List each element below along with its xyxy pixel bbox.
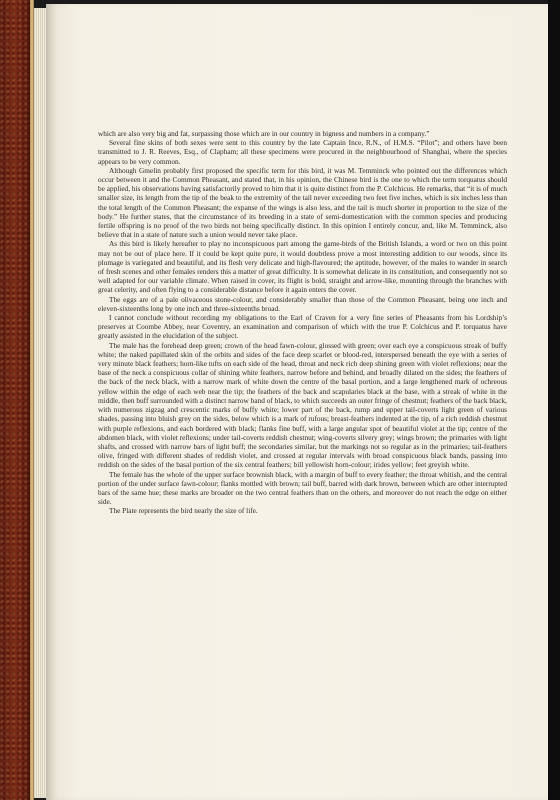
page-stack-edges: [34, 8, 46, 798]
paragraph: The eggs are of a pale olivaceous stone-colour, and considerably smaller than those of the Common Pheasant, being one inch and eleven-sixteenths long by one inch and three-sixteenths broad.: [98, 294, 507, 313]
paragraph: which are also very big and fat, surpassing those which are in our country in bigness and numbers in a company.”: [98, 129, 430, 138]
paragraph: The male has the forehead deep green; crown of the head fawn-colour, glossed with green; over each eye a conspicuous streak of buffy white; the naked papillated skin of the orbits and sides of the face deep scarlet or blood-red, interspersed beneath the eye with a series of very minute black feathers; horn-like tufts on each side of the head, throat and neck rich deep shining green with violet reflexions; near the base of the neck a conspicuous collar of shining white feathers, narrow before and behind, and broadly dilated on the sides; the feathers of the back of the neck black, with a narrow mark of white down the centre of the basal portion, and a large lengthened mark of ochreous yellow within the edge of each web near the tip; the feathers of the back and scapularies black at the base, with a streak of white in the middle, then buff surrounded with a distinct narrow band of black, to which succeeds an outer fringe of chestnut; feathers of the back black, with numerous zigzag and crescentic marks of buffy white; lower part of the back, rump and upper tail-coverts light green of various shades, passing into bluish grey on the sides, below which is a mark of rufous; breast-feathers indented at the tip, of a rich reddish chestnut with purple reflexions, and each bordered with black; flanks fine buff, with a large angular spot of beautiful violet at the tip; centre of the abdomen black, with violet reflexions; under tail-coverts reddish chestnut; wing-coverts silvery grey; wings brown; the primaries with light shafts, and crossed with narrow bars of light buff; the secondaries similar, but the markings not so regular as in the primaries; tail-feathers olive, fringed with different shades of reddish violet, and crossed at regular intervals with broad conspicuous black bands, passing into reddish on the sides of the basal portion of the six central feathers; bill yellowish horn-colour; irides yellow; feet greyish white.: [98, 340, 507, 470]
paragraph: As this bird is likely hereafter to play no inconspicuous part among the game-birds of the British Islands, a word or two on this point may not be out of place here. If it could be kept quite pure, it would doubtless prove a most interesting addition to our woods, since its plumage is variegated and beautiful, and its flesh very delicate and high-flavoured; the aptitude, however, of the males to wander in search of fresh scenes and other females renders this a matter of great difficulty. It is somewhat delicate in its constitution, and consequently not so well adapted for our variable climate. When raised in cover, its flight is bold, straight and arrow-like, mounting through the branches with great celerity, and often flying to a considerable distance before it again enters the cover.: [98, 239, 507, 295]
page-text-block: [98, 129, 507, 516]
paragraph: Although Gmelin probably first proposed the specific term for this bird, it was M. Temminck who pointed out the differences which occur between it and the Common Pheasant, and stated that, in his opinion, the Chinese bird is the one to which the term torquatus should be applied, his observations having satisfactorily proved to him that it is quite distinct from the P. Colchicus. He remarks, that “it is of much smaller size, its length from the tip of the beak to the extremity of the tail never exceeding two feet five inches, which is six inches less than the total length of the Common Pheasant; the expanse of the wings is also less, and the tail is much shorter in proportion to the size of the body.” He further states, that the circumstance of its breeding in a state of semi-domestication with the common species and producing fertile offspring is no proof of the two birds not being specifically distinct. In this opinion I entirely concur, and, like M. Temminck, also believe that in a state of nature such a union would never take place.: [98, 165, 507, 240]
paragraph: Several fine skins of both sexes were sent to this country by the late Captain Ince, R.N., of H.M.S. “Pilot”; and others have been transmitted to J. R. Reeves, Esq., of Clapham; all these specimens were procured in the neighbourhood of Shanghai, where the species appears to be very common.: [98, 138, 507, 166]
paragraph: I cannot conclude without recording my obligations to the Earl of Craven for a very fine series of Pheasants from his Lordship’s preserves at Coombe Abbey, near Coventry, an examination and comparison of which with the true P. Colchicus and P. torquatus have greatly assisted in the elucidation of the subject.: [98, 313, 507, 341]
book-cover-edge: [0, 0, 34, 800]
paragraph: The Plate represents the bird nearly the size of life.: [109, 506, 258, 516]
paragraph: The female has the whole of the upper surface brownish black, with a margin of buff to every feather; the throat whitish, and the central portion of the under surface fawn-colour; flanks mottled with brown; tail buff, barred with dark brown, between which are other interrupted bars of the same hue; these marks are broader on the two central feathers than on the others, and moreover do not reach the edge on either side.: [98, 469, 507, 507]
viewer-margin: [548, 0, 560, 800]
